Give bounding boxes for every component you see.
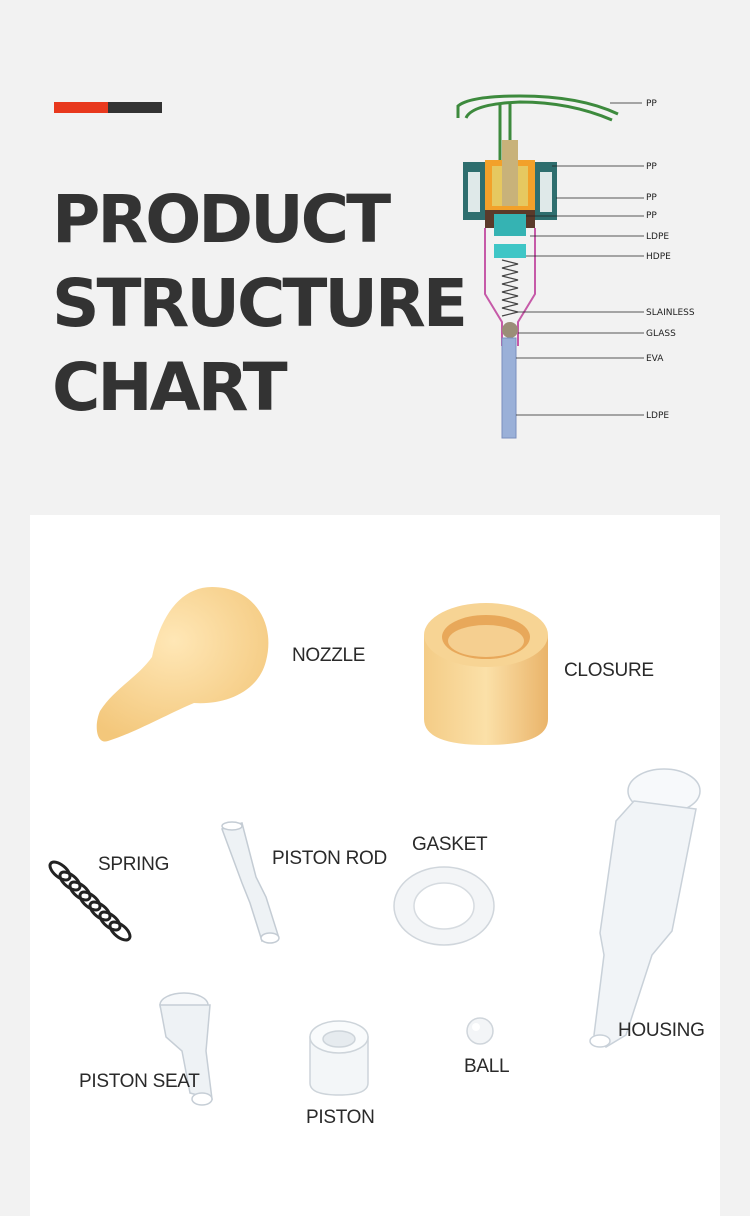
piston-seat-label: PISTON SEAT bbox=[79, 1071, 200, 1092]
gasket-image bbox=[392, 865, 496, 947]
parts-panel bbox=[30, 515, 720, 1216]
spring-section bbox=[502, 260, 518, 316]
dip-tube-section bbox=[502, 338, 516, 438]
callout-label: PP bbox=[646, 211, 657, 221]
callout-label: SLAINLESS bbox=[646, 308, 695, 318]
nozzle-image bbox=[94, 585, 274, 745]
piston-rod-label: PISTON ROD bbox=[272, 848, 387, 869]
piston-rod-image bbox=[216, 821, 286, 947]
nozzle-label: NOZZLE bbox=[292, 645, 366, 666]
callout-label: PP bbox=[646, 99, 657, 109]
accent-bar-red bbox=[54, 102, 108, 113]
piston-seat-section bbox=[494, 244, 526, 258]
pump-structure-diagram bbox=[430, 84, 720, 444]
ball-image bbox=[464, 1015, 496, 1047]
piston-section bbox=[494, 214, 526, 236]
ball-section bbox=[502, 322, 518, 338]
accent-bar-dark bbox=[108, 102, 162, 113]
piston-image bbox=[306, 1017, 372, 1097]
housing-label: HOUSING bbox=[618, 1020, 705, 1041]
callout-label: PP bbox=[646, 162, 657, 172]
title-line-1: PRODUCT bbox=[52, 181, 389, 258]
callout-labels bbox=[646, 99, 695, 421]
callout-label: EVA bbox=[646, 354, 664, 364]
spring-label: SPRING bbox=[98, 854, 170, 875]
accent-bar bbox=[54, 102, 162, 113]
closure-label: CLOSURE bbox=[564, 660, 654, 681]
page-title bbox=[52, 178, 465, 430]
gasket-label: GASKET bbox=[412, 834, 488, 855]
callout-label: GLASS bbox=[646, 329, 676, 339]
ball-label: BALL bbox=[464, 1056, 510, 1077]
piston-label: PISTON bbox=[306, 1107, 375, 1128]
callout-label: LDPE bbox=[646, 411, 670, 421]
callout-label: PP bbox=[646, 193, 657, 203]
closure-image bbox=[418, 599, 554, 745]
nozzle-section bbox=[458, 96, 618, 164]
callout-label: LDPE bbox=[646, 232, 670, 242]
callout-label: HDPE bbox=[646, 252, 671, 262]
title-line-3: CHART bbox=[52, 349, 285, 426]
title-line-2: STRUCTURE bbox=[52, 265, 465, 342]
housing-image bbox=[560, 765, 706, 1055]
